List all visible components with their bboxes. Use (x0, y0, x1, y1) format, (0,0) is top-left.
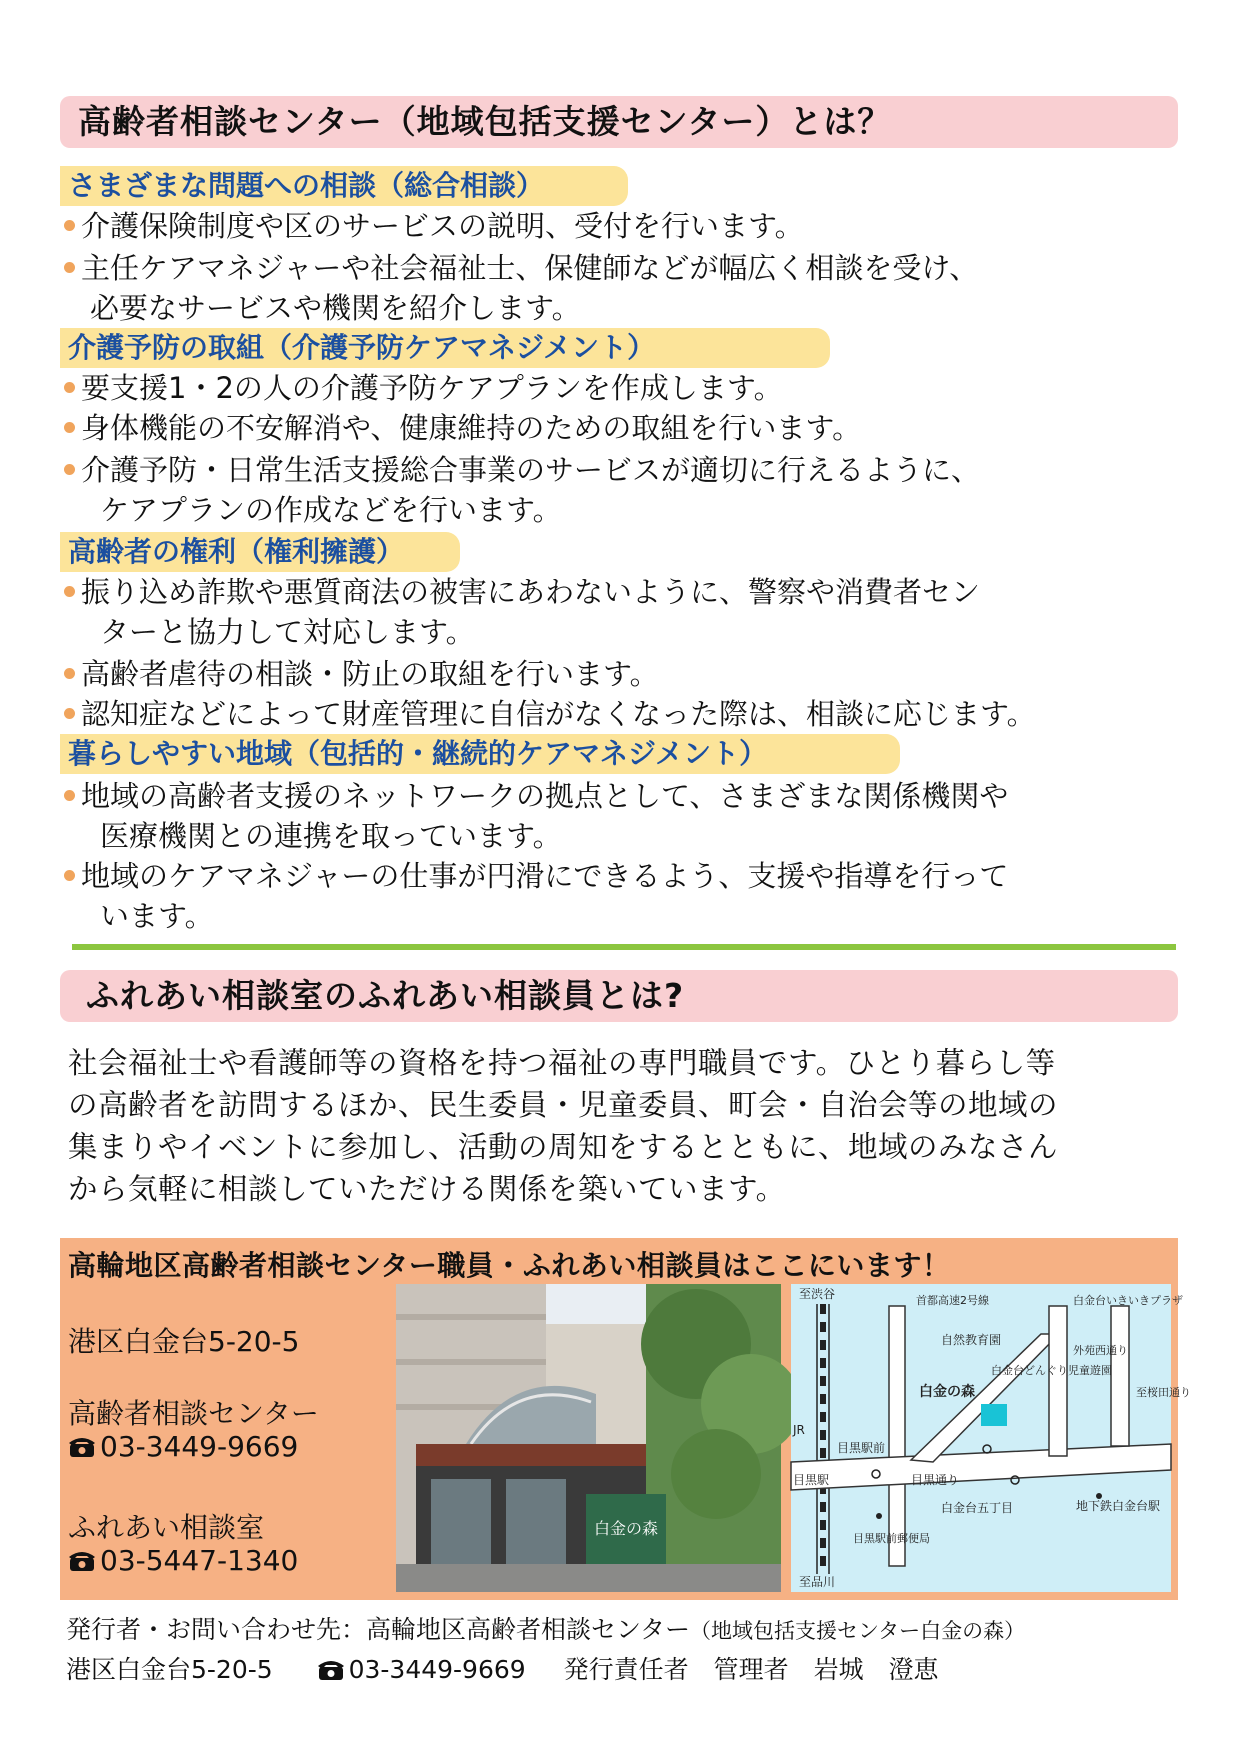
footer-contact: 港区白金台5-20-5 03-3449-9669 発行責任者 管理者 岩城 澄恵 (66, 1655, 939, 1684)
center-phone: 03-3449-9669 (68, 1430, 298, 1463)
list-item: 介護保険制度や区のサービスの説明、受付を行います。 (64, 206, 804, 246)
bullet-icon (64, 586, 75, 597)
list-item-continuation: 必要なサービスや機関を紹介します。 (90, 291, 581, 325)
bullet-icon (64, 422, 75, 433)
list-item-continuation: ケアプランの作成などを行います。 (100, 493, 562, 527)
map-label: 外苑西通り (1073, 1344, 1128, 1357)
heading-prevention: 介護予防の取組（介護予防ケアマネジメント） (60, 328, 830, 368)
bullet-icon (64, 382, 75, 393)
map-label: 白金台五丁目 (941, 1501, 1014, 1515)
map-label: 首都高速2号線 (916, 1294, 989, 1307)
bullet-icon (64, 262, 75, 273)
bullet-icon (64, 220, 75, 231)
map-label: 目黒駅 (793, 1473, 830, 1487)
building-photo (396, 1284, 781, 1592)
map-label: 白金台どんぐり児童遊園 (991, 1364, 1112, 1377)
map-label: 目黒駅前 (837, 1441, 886, 1455)
footer-publisher: 発行者・お問い合わせ先：高輪地区高齢者相談センター（地域包括支援センター白金の森） (66, 1615, 1026, 1644)
center-label: 高齢者相談センター (68, 1397, 319, 1430)
list-item: 地域のケアマネジャーの仕事が円滑にできるよう、支援や指導を行って (64, 856, 1008, 896)
bullet-icon (64, 668, 75, 679)
paragraph-line: 集まりやイベントに参加し、活動の周知をするとともに、地域のみなさん (68, 1130, 1059, 1164)
map-label: 目黒駅前郵便局 (853, 1532, 930, 1545)
paragraph-line: 社会福祉士や看護師等の資格を持つ福祉の専門職員です。ひとり暮らし等 (68, 1046, 1056, 1080)
map-label: JR (793, 1423, 805, 1437)
map-label: 至桜田通り (1136, 1386, 1191, 1399)
list-item: 主任ケアマネジャーや社会福祉士、保健師などが幅広く相談を受け、 (64, 248, 978, 288)
list-item-continuation: います。 (100, 899, 214, 933)
location-info-box (60, 1238, 1191, 1600)
bullet-icon (64, 790, 75, 801)
location-title: 高輪地区高齢者相談センター職員・ふれあい相談員はここにいます！ (68, 1249, 951, 1282)
list-item: 介護予防・日常生活支援総合事業のサービスが適切に行えるように、 (64, 450, 980, 490)
list-item-continuation: ターと協力して対応します。 (100, 615, 475, 649)
bullet-icon (64, 708, 75, 719)
heading-community: 暮らしやすい地域（包括的・継続的ケアマネジメント） (60, 734, 900, 774)
map-label: 至品川 (799, 1575, 836, 1589)
location-map (791, 1284, 1191, 1592)
map-label: 自然教育園 (941, 1333, 1002, 1347)
list-item-continuation: 医療機関との連携を取っています。 (100, 819, 562, 853)
phone-icon (317, 1657, 345, 1681)
bullet-icon (64, 464, 75, 475)
paragraph-line: の高齢者を訪問するほか、民生委員・児童委員、町会・自治会等の地域の (68, 1088, 1059, 1122)
map-label: 地下鉄白金台駅 (1076, 1499, 1161, 1513)
phone-icon (68, 1434, 96, 1458)
map-label: 白金台いきいきプラザ (1073, 1294, 1183, 1307)
map-label: 至渋谷 (799, 1287, 836, 1301)
phone-icon (68, 1548, 96, 1572)
list-item: 高齢者虐待の相談・防止の取組を行います。 (64, 654, 659, 694)
paragraph-line: から気軽に相談していただける関係を築いています。 (68, 1172, 786, 1206)
list-item: 認知症などによって財産管理に自信がなくなった際は、相談に応じます。 (64, 694, 1036, 734)
heading-rights: 高齢者の権利（権利擁護） (60, 532, 460, 572)
list-item: 身体機能の不安解消や、健康維持のための取組を行います。 (64, 408, 861, 448)
section2-title: ふれあい相談室のふれあい相談員とは? (60, 970, 1178, 1022)
room-label: ふれあい相談室 (68, 1511, 265, 1544)
room-phone: 03-5447-1340 (68, 1544, 298, 1577)
list-item: 要支援1・2の人の介護予防ケアプランを作成します。 (64, 368, 783, 408)
address-text: 港区白金台5-20-5 (68, 1325, 300, 1358)
map-label: 目黒通り (911, 1473, 960, 1487)
heading-general-consultation: さまざまな問題への相談（総合相談） (60, 166, 628, 206)
section1-title: 高齢者相談センター（地域包括支援センター）とは？ (60, 96, 1178, 148)
map-label: 白金の森 (919, 1384, 975, 1400)
section-divider (72, 944, 1176, 950)
list-item: 振り込め詐欺や悪質商法の被害にあわないように、警察や消費者セン (64, 572, 980, 612)
list-item: 地域の高齢者支援のネットワークの拠点として、さまざまな関係機関や (64, 776, 1008, 816)
bullet-icon (64, 870, 75, 881)
building-sign: 白金の森 (593, 1519, 659, 1538)
